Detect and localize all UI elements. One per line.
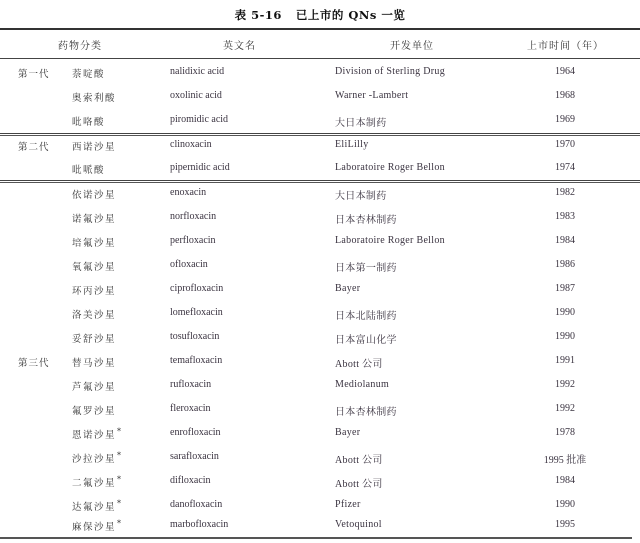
- drug-chinese-name: [72, 187, 116, 201]
- drug-chinese-name-text: 芦氟沙星: [72, 382, 117, 393]
- drug-english-name: fleroxacin: [170, 403, 211, 414]
- drug-chinese-name-text: 吡咯酸: [72, 117, 106, 128]
- table-row: [0, 403, 640, 421]
- drug-chinese-name-text: 达氟沙星: [72, 502, 117, 514]
- header-developer: 开发单位: [390, 41, 434, 52]
- launch-year: 1990: [555, 499, 575, 510]
- drug-english-name: tosufloxacin: [170, 331, 220, 342]
- launch-year: 1969: [555, 114, 575, 125]
- drug-chinese-name-text: 氟罗沙星: [72, 406, 117, 417]
- drug-chinese-name: [72, 114, 105, 128]
- table-row: [0, 475, 640, 493]
- drug-chinese-name-text: 萘啶酸: [72, 69, 106, 80]
- drug-english-name: lomefloxacin: [170, 307, 223, 318]
- table-caption: [0, 7, 640, 23]
- veterinary-marker: *: [117, 427, 123, 436]
- header-category: 药物分类: [58, 41, 102, 52]
- table-row: [0, 187, 640, 205]
- drug-chinese-name: [72, 211, 116, 225]
- header-rule: [0, 58, 640, 59]
- table-row: [0, 90, 640, 108]
- launch-year: 1991: [555, 355, 575, 366]
- drug-english-name: enoxacin: [170, 187, 207, 198]
- table-row: [0, 235, 640, 253]
- drug-chinese-name-text: 氧氟沙星: [72, 262, 117, 273]
- generation-separator: [0, 133, 640, 136]
- drug-chinese-name-text: 恩诺沙星: [72, 430, 117, 442]
- table-row: [0, 259, 640, 277]
- developer: 日本第一制药: [335, 263, 397, 274]
- drug-chinese-name-text: 洛美沙星: [72, 310, 117, 321]
- drug-english-name: marbofloxacin: [170, 519, 229, 530]
- launch-year: 1974: [555, 162, 575, 173]
- launch-year: 1995 批准: [543, 455, 587, 466]
- drug-english-name: rufloxacin: [170, 379, 212, 390]
- drug-chinese-name: [72, 66, 105, 80]
- generation-separator: [0, 180, 640, 183]
- drug-chinese-name: [72, 162, 105, 176]
- drug-english-name: nalidixic acid: [170, 66, 225, 77]
- table-row: [0, 499, 640, 517]
- drug-chinese-name: [72, 307, 116, 321]
- drug-english-name: ciprofloxacin: [170, 283, 224, 294]
- developer: 大日本制药: [335, 191, 387, 202]
- launch-year: 1983: [555, 211, 575, 222]
- drug-chinese-name: [72, 499, 123, 513]
- table-row: [0, 355, 640, 373]
- launch-year: 1990: [555, 331, 575, 342]
- drug-english-name: enrofloxacin: [170, 427, 221, 438]
- header-year: 上市时间（年）: [527, 41, 604, 52]
- developer: Laboratoire Roger Bellon: [335, 235, 445, 246]
- generation-label: 第三代: [18, 358, 50, 369]
- drug-chinese-name-text: 二氟沙星: [72, 478, 117, 490]
- developer: Warner -Lambert: [335, 90, 409, 101]
- drug-english-name: clinoxacin: [170, 139, 212, 150]
- drug-chinese-name: [72, 403, 116, 417]
- table-row: [0, 307, 640, 325]
- veterinary-marker: *: [117, 499, 123, 508]
- generation-label: 第二代: [18, 142, 50, 153]
- veterinary-marker: *: [117, 475, 123, 484]
- launch-year: 1964: [555, 66, 575, 77]
- drug-english-name: difloxacin: [170, 475, 211, 486]
- developer: Mediolanum: [335, 379, 390, 390]
- drug-chinese-name-text: 依诺沙星: [72, 190, 117, 201]
- launch-year: 1986: [555, 259, 575, 270]
- drug-english-name: danofloxacin: [170, 499, 223, 510]
- veterinary-marker: *: [117, 519, 123, 528]
- drug-chinese-name: [72, 331, 116, 345]
- generation-label: 第一代: [18, 69, 50, 80]
- drug-chinese-name-text: 妥舒沙星: [72, 334, 117, 345]
- table-row: [0, 162, 640, 180]
- bottom-rule: [0, 537, 632, 539]
- table-row: [0, 379, 640, 397]
- table-row: [0, 114, 640, 132]
- drug-chinese-name: [72, 235, 116, 249]
- drug-english-name: sarafloxacin: [170, 451, 219, 462]
- drug-chinese-name-text: 麻保沙星: [72, 522, 117, 534]
- developer: 大日本制药: [335, 118, 387, 129]
- drug-chinese-name: [72, 379, 116, 393]
- launch-year: 1984: [555, 475, 575, 486]
- veterinary-marker: *: [117, 451, 123, 460]
- launch-year: 1992: [555, 379, 575, 390]
- developer: Abott 公司: [335, 479, 383, 490]
- drug-chinese-name-text: 环丙沙星: [72, 286, 117, 297]
- drug-english-name: oxolinic acid: [170, 90, 222, 101]
- drug-chinese-name-text: 西诺沙星: [72, 142, 117, 153]
- drug-chinese-name-text: 培氟沙星: [72, 238, 117, 249]
- drug-english-name: norfloxacin: [170, 211, 217, 222]
- developer: Bayer: [335, 283, 361, 294]
- table-title: 已上市的 QNs 一览: [295, 8, 406, 22]
- developer: 日本杏林制药: [335, 215, 397, 226]
- drug-english-name: temafloxacin: [170, 355, 223, 366]
- table-row: [0, 331, 640, 349]
- drug-english-name: ofloxacin: [170, 259, 208, 270]
- table-row: [0, 451, 640, 469]
- drug-chinese-name-text: 吡哌酸: [72, 165, 106, 176]
- drug-chinese-name: [72, 355, 116, 369]
- drug-chinese-name: [72, 139, 116, 153]
- drug-chinese-name: [72, 283, 116, 297]
- drug-english-name: perfloxacin: [170, 235, 216, 246]
- launch-year: 1992: [555, 403, 575, 414]
- drug-chinese-name: [72, 90, 116, 104]
- table-row: [0, 139, 640, 157]
- developer: 日本北陆制药: [335, 311, 397, 322]
- developer: Bayer: [335, 427, 361, 438]
- drug-chinese-name: [72, 259, 116, 273]
- launch-year: 1984: [555, 235, 575, 246]
- launch-year: 1990: [555, 307, 575, 318]
- launch-year: 1970: [555, 139, 575, 150]
- developer: Abott 公司: [335, 455, 383, 466]
- developer: 日本杏林制药: [335, 407, 397, 418]
- launch-year: 1987: [555, 283, 575, 294]
- table-row: [0, 66, 640, 84]
- developer: 日本富山化学: [335, 335, 397, 346]
- drug-chinese-name: [72, 519, 123, 533]
- launch-year: 1968: [555, 90, 575, 101]
- drug-chinese-name-text: 沙拉沙星: [72, 454, 117, 466]
- launch-year: 1995: [555, 519, 575, 530]
- developer: Division of Sterling Drug: [335, 66, 445, 77]
- header-english-name: 英文名: [223, 41, 256, 52]
- drug-chinese-name-text: 诺氟沙星: [72, 214, 117, 225]
- developer: Abott 公司: [335, 359, 383, 370]
- drug-english-name: piromidic acid: [170, 114, 229, 125]
- launch-year: 1978: [555, 427, 575, 438]
- table-row: [0, 283, 640, 301]
- drug-chinese-name: [72, 475, 123, 489]
- drug-english-name: pipernidic acid: [170, 162, 230, 173]
- developer: Vetoquinol: [335, 519, 382, 530]
- table-number: 表 5-16: [234, 8, 282, 22]
- developer: EliLilly: [335, 139, 369, 150]
- drug-chinese-name: [72, 427, 123, 441]
- drug-chinese-name-text: 替马沙星: [72, 358, 117, 369]
- drug-chinese-name: [72, 451, 123, 465]
- top-rule: [0, 28, 640, 30]
- developer: Laboratoire Roger Bellon: [335, 162, 445, 173]
- drug-chinese-name-text: 奥索利酸: [72, 93, 117, 104]
- launch-year: 1982: [555, 187, 575, 198]
- table-row: [0, 211, 640, 229]
- table-row: [0, 427, 640, 445]
- table-row: [0, 519, 640, 537]
- developer: Pfizer: [335, 499, 361, 510]
